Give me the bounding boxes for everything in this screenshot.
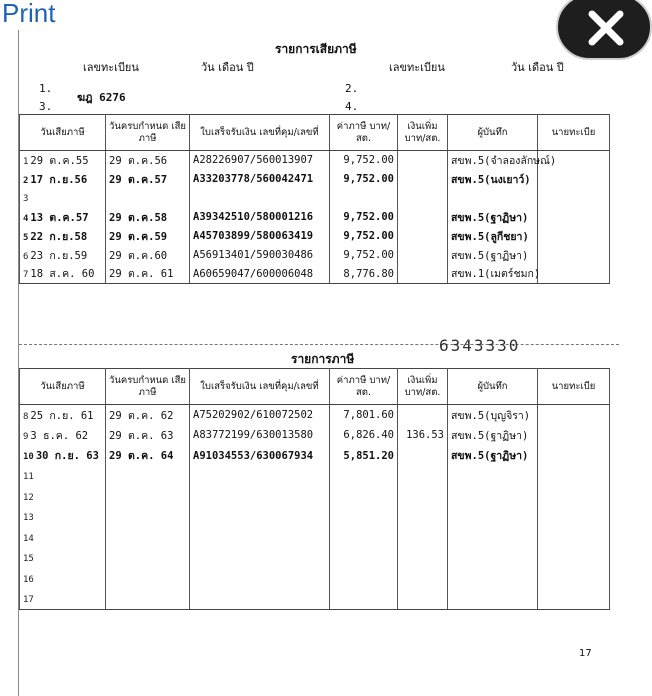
section-divider <box>19 344 619 345</box>
cell-due-date: 29 ต.ค. 64 <box>106 446 190 467</box>
paid-date-value: 17 ก.ย.56 <box>30 173 88 186</box>
reg-row-num: 4. <box>345 100 359 113</box>
cell-receipt: A91034553/630067934 <box>190 446 330 467</box>
cell-paid-date <box>20 265 106 284</box>
table-row <box>20 265 610 284</box>
cell-due-date <box>106 189 190 208</box>
cell-recorder: สขพ.5(ฐาฏิษา) <box>448 246 538 265</box>
cell-paid-date <box>20 446 106 467</box>
cell-surcharge <box>398 265 448 284</box>
cell-recorder <box>448 569 538 590</box>
cell-due-date: 29 ต.ค.58 <box>106 208 190 227</box>
cell-paid-date <box>20 425 106 446</box>
cell-due-date <box>106 528 190 549</box>
stamp-number: 6343330 <box>439 336 521 355</box>
paid-date-value: 18 ส.ค. 60 <box>30 268 95 281</box>
cell-surcharge <box>398 528 448 549</box>
cell-paid-date <box>20 246 106 265</box>
cell-surcharge <box>398 487 448 508</box>
cell-paid-date <box>20 227 106 246</box>
paid-date-value: 22 ก.ย.58 <box>30 230 88 243</box>
cell-paid-date <box>20 151 106 170</box>
cell-tax <box>330 507 398 528</box>
date-label-right: วัน เดือน ปี <box>511 61 564 74</box>
row-number: 4 <box>23 213 29 224</box>
paid-date-value: 3 ธ.ค. 62 <box>30 429 89 442</box>
col-registrar: นายทะเบีย <box>538 115 610 151</box>
paid-date-value: 29 ต.ค.55 <box>30 154 89 167</box>
cell-receipt: A56913401/590030486 <box>190 246 330 265</box>
cell-tax: 9,752.00 <box>330 151 398 170</box>
date-label-left: วัน เดือน ปี <box>201 61 254 74</box>
row-number: 8 <box>23 411 29 422</box>
col-recorder: ผู้บันทึก <box>448 369 538 405</box>
table-row <box>20 466 610 487</box>
cell-surcharge <box>398 170 448 189</box>
row-number: 17 <box>23 595 34 605</box>
cell-paid-date <box>20 208 106 227</box>
cell-surcharge <box>398 507 448 528</box>
col-tax: ค่าภาษี บาท/สต. <box>330 115 398 151</box>
cell-registrar <box>538 507 610 528</box>
col-recorder: ผู้บันทึก <box>448 115 538 151</box>
cell-registrar <box>538 466 610 487</box>
cell-due-date: 29 ต.ค. 63 <box>106 425 190 446</box>
cell-registrar <box>538 208 610 227</box>
cell-tax <box>330 589 398 610</box>
row-number: 9 <box>23 431 29 442</box>
cell-paid-date <box>20 507 106 528</box>
cell-surcharge <box>398 405 448 426</box>
cell-paid-date <box>20 170 106 189</box>
cell-surcharge <box>398 189 448 208</box>
cell-surcharge <box>398 466 448 487</box>
table-row <box>20 227 610 246</box>
cell-receipt <box>190 548 330 569</box>
row-number: 7 <box>23 270 29 281</box>
table-row <box>20 446 610 467</box>
cell-paid-date <box>20 405 106 426</box>
cell-recorder <box>448 466 538 487</box>
cell-due-date <box>106 487 190 508</box>
cell-tax: 6,826.40 <box>330 425 398 446</box>
cell-due-date <box>106 507 190 528</box>
cell-recorder <box>448 548 538 569</box>
cell-receipt <box>190 589 330 610</box>
cell-surcharge <box>398 208 448 227</box>
col-registrar: นายทะเบีย <box>538 369 610 405</box>
cell-recorder <box>448 507 538 528</box>
paid-date-value: 30 ก.ย. 63 <box>35 450 99 463</box>
row-number: 6 <box>23 251 29 262</box>
table-row <box>20 246 610 265</box>
col-tax: ค่าภาษี บาท/สต. <box>330 369 398 405</box>
cell-recorder <box>448 528 538 549</box>
col-paid-date: วันเสียภาษี <box>20 369 106 405</box>
table-row <box>20 151 610 170</box>
table-row <box>20 425 610 446</box>
row-number: 13 <box>23 513 34 524</box>
cell-receipt <box>190 466 330 487</box>
cell-registrar <box>538 589 610 610</box>
cell-registrar <box>538 446 610 467</box>
col-due-date: วันครบกำหนด เสียภาษี <box>106 115 190 151</box>
col-receipt: ใบเสร็จรับเงิน เลขที่คุม/เลขที่ <box>190 369 330 405</box>
cell-due-date <box>106 548 190 569</box>
cell-receipt: A45703899/580063419 <box>190 227 330 246</box>
cell-registrar <box>538 265 610 284</box>
cell-tax: 9,752.00 <box>330 170 398 189</box>
cell-tax: 9,752.00 <box>330 227 398 246</box>
cell-tax: 9,752.00 <box>330 208 398 227</box>
cell-receipt <box>190 569 330 590</box>
col-surcharge: เงินเพิ่ม บาท/สต. <box>398 369 448 405</box>
cell-registrar <box>538 189 610 208</box>
cell-receipt: A75202902/610072502 <box>190 405 330 426</box>
cell-tax <box>330 189 398 208</box>
cell-due-date: 29 ต.ค.56 <box>106 151 190 170</box>
row-number: 10 <box>23 452 34 463</box>
col-receipt: ใบเสร็จรับเงิน เลขที่คุม/เลขที่ <box>190 115 330 151</box>
cell-surcharge <box>398 151 448 170</box>
cell-recorder <box>448 189 538 208</box>
cell-registrar <box>538 569 610 590</box>
cell-surcharge <box>398 569 448 590</box>
cell-recorder: สขพ.5(ฐาฏิษา) <box>448 446 538 467</box>
cell-paid-date <box>20 589 106 610</box>
cell-registrar <box>538 405 610 426</box>
cell-due-date <box>106 589 190 610</box>
table-row <box>20 589 610 610</box>
cell-receipt <box>190 487 330 508</box>
cell-due-date: 29 ต.ค. 62 <box>106 405 190 426</box>
cell-recorder <box>448 589 538 610</box>
reg-plate: ฆฎ 6276 <box>77 91 126 104</box>
cell-tax <box>330 528 398 549</box>
cell-surcharge <box>398 227 448 246</box>
cell-recorder: สขพ.5(นงเยาว์) <box>448 170 538 189</box>
page-number: 17 <box>579 648 592 659</box>
cell-recorder: สขพ.5(ลูกีชยา) <box>448 227 538 246</box>
cell-due-date: 29 ต.ค.60 <box>106 246 190 265</box>
table-row <box>20 507 610 528</box>
table-row <box>20 528 610 549</box>
paid-date-value: 23 ก.ย.59 <box>30 249 88 262</box>
cell-recorder: สขพ.5(บุญจิรา) <box>448 405 538 426</box>
cell-tax <box>330 487 398 508</box>
cell-registrar <box>538 227 610 246</box>
cell-receipt: A28226907/560013907 <box>190 151 330 170</box>
cell-paid-date <box>20 189 106 208</box>
col-surcharge: เงินเพิ่ม บาท/สต. <box>398 115 448 151</box>
cell-receipt <box>190 528 330 549</box>
cell-receipt <box>190 189 330 208</box>
reg-label-left: เลขทะเบียน <box>83 61 139 74</box>
cell-registrar <box>538 170 610 189</box>
table-row <box>20 208 610 227</box>
tax-table-2 <box>19 368 610 610</box>
row-number: 16 <box>23 574 34 585</box>
reg-row-num: 2. <box>345 82 359 95</box>
tax-table-1 <box>19 114 610 284</box>
cell-receipt: A33203778/560042471 <box>190 170 330 189</box>
cell-paid-date <box>20 548 106 569</box>
paid-date-value: 13 ต.ค.57 <box>30 211 89 224</box>
cell-paid-date <box>20 569 106 590</box>
cell-registrar <box>538 246 610 265</box>
cell-registrar <box>538 425 610 446</box>
cell-recorder: สขพ.5(จำลองลักษณ์) <box>448 151 538 170</box>
cell-recorder: สขพ.1(เมตร์ชมก) <box>448 265 538 284</box>
cell-tax: 8,776.80 <box>330 265 398 284</box>
cell-recorder: สขพ.5(ฐาฏิษา) <box>448 425 538 446</box>
reg-label-right: เลขทะเบียน <box>389 61 445 74</box>
row-number: 11 <box>23 472 34 483</box>
row-number: 12 <box>23 492 34 503</box>
row-number: 1 <box>23 156 29 167</box>
cell-surcharge <box>398 446 448 467</box>
cell-tax <box>330 569 398 590</box>
cell-paid-date <box>20 487 106 508</box>
cell-surcharge <box>398 548 448 569</box>
paid-date-value: 25 ก.ย. 61 <box>30 409 94 422</box>
cell-due-date <box>106 466 190 487</box>
print-link[interactable]: Print <box>2 0 56 28</box>
cell-due-date: 29 ต.ค.57 <box>106 170 190 189</box>
row-number: 14 <box>23 533 34 544</box>
cell-surcharge: 136.53 <box>398 425 448 446</box>
cell-registrar <box>538 528 610 549</box>
cell-surcharge <box>398 589 448 610</box>
cell-receipt <box>190 507 330 528</box>
cell-due-date: 29 ต.ค.59 <box>106 227 190 246</box>
cell-paid-date <box>20 466 106 487</box>
cell-recorder <box>448 487 538 508</box>
cell-paid-date <box>20 528 106 549</box>
table-row <box>20 548 610 569</box>
col-due-date: วันครบกำหนด เสียภาษี <box>106 369 190 405</box>
cell-due-date <box>106 569 190 590</box>
cell-surcharge <box>398 246 448 265</box>
cell-receipt: A60659047/600006048 <box>190 265 330 284</box>
cell-tax: 5,851.20 <box>330 446 398 467</box>
cell-receipt: A83772199/630013580 <box>190 425 330 446</box>
section1-title: รายการเสียภาษี <box>275 42 357 56</box>
cell-tax <box>330 548 398 569</box>
table-row <box>20 189 610 208</box>
table-row <box>20 405 610 426</box>
cell-receipt: A39342510/580001216 <box>190 208 330 227</box>
cell-recorder: สขพ.5(ฐาฏิษา) <box>448 208 538 227</box>
row-number: 5 <box>23 232 29 243</box>
col-paid-date: วันเสียภาษี <box>20 115 106 151</box>
cell-tax <box>330 466 398 487</box>
row-number: 3 <box>23 194 29 204</box>
table-row <box>20 170 610 189</box>
cell-tax: 9,752.00 <box>330 246 398 265</box>
reg-row-num: 1. <box>39 82 53 95</box>
cell-registrar <box>538 487 610 508</box>
reg-row-num: 3. <box>39 100 53 113</box>
row-number: 2 <box>23 175 29 186</box>
document-page <box>18 30 630 696</box>
cell-registrar <box>538 548 610 569</box>
row-number: 15 <box>23 554 34 565</box>
cell-due-date: 29 ต.ค. 61 <box>106 265 190 284</box>
section2-title: รายการภาษี <box>291 352 355 366</box>
cell-tax: 7,801.60 <box>330 405 398 426</box>
table-row <box>20 569 610 590</box>
table-row <box>20 487 610 508</box>
